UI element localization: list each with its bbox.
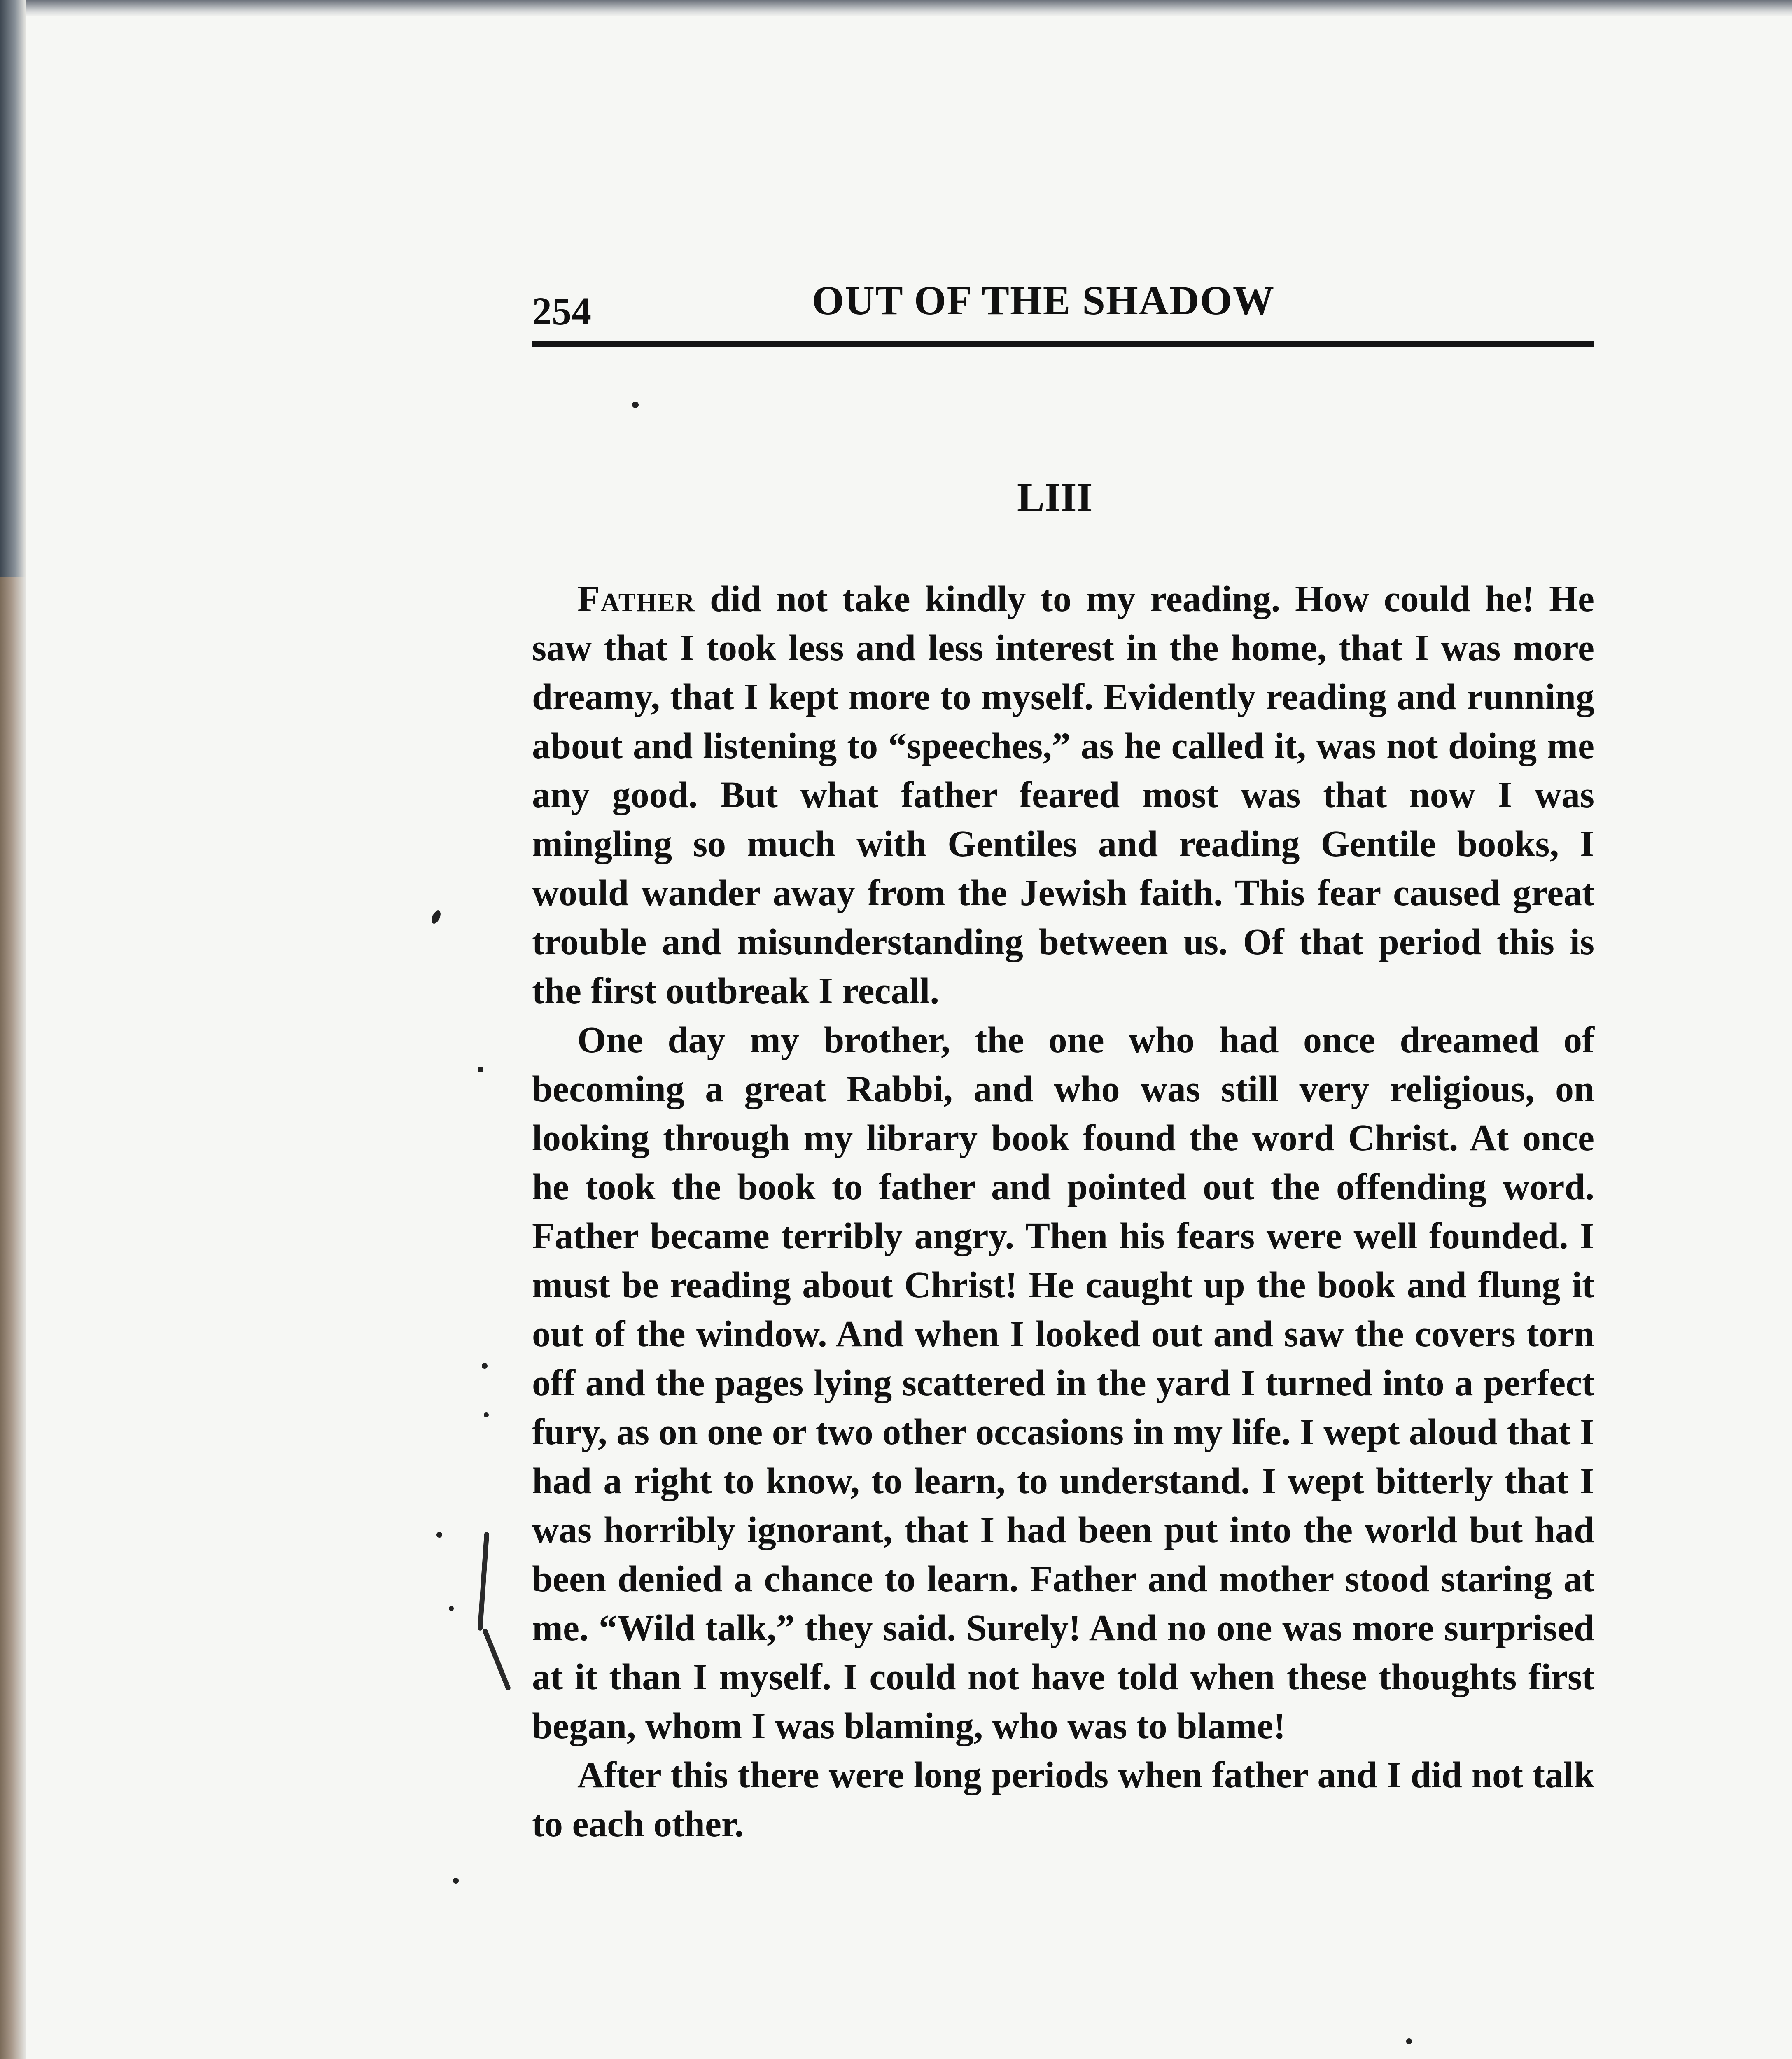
margin-mark bbox=[482, 1363, 488, 1369]
body-text bbox=[532, 574, 1594, 1849]
margin-mark bbox=[436, 1532, 442, 1538]
paragraph-1-lead-word: Father bbox=[577, 579, 695, 619]
margin-mark bbox=[453, 1878, 459, 1884]
chapter-number: LIII bbox=[1017, 474, 1093, 520]
margin-mark bbox=[632, 402, 639, 408]
scan-top-edge bbox=[0, 0, 1792, 16]
page-number: 254 bbox=[532, 289, 591, 333]
scan-left-edge-shadow bbox=[0, 0, 26, 577]
paragraph-3: After this there were long periods when father and I did not talk to each other. bbox=[532, 1755, 1594, 1844]
running-title: OUT OF THE SHADOW bbox=[812, 278, 1275, 323]
paragraph-1-text: did not take kindly to my reading. How could he! He saw that I took less and less interest in the home, that I was more dreamy, that I kept more to myself. Evidently reading and running about and listening to “speeches,” as he called it, was not doing me any good. But what father feared most was that now I was mingling so much with Gentiles and reading Gentile books, I would wander away from the Jewish faith. This fear caused great trouble and misunderstanding between us. Of that period this is the first outbreak I recall. bbox=[532, 579, 1594, 1011]
running-header bbox=[532, 277, 1594, 334]
margin-mark bbox=[1406, 2038, 1412, 2044]
margin-mark bbox=[484, 1412, 489, 1417]
margin-mark bbox=[478, 1067, 483, 1072]
margin-mark bbox=[449, 1606, 454, 1611]
header-rule bbox=[532, 341, 1594, 347]
paragraph-1 bbox=[532, 574, 1594, 1015]
paragraph-2: One day my brother, the one who had once dreamed of becoming a great Rabbi, and who was still very religious, on looking through my library book found the word Christ. At once he took the book to father and pointed out the offending word. Father became terribly angry. Then his fears were well founded. I must be reading about Christ! He caught up the book and flung it out of the window. And when I looked out and saw the covers torn off and the pages lying scattered in the yard I turned into a perfect fury, as on one or two other occasions in my life. I wept aloud that I had a right to know, to learn, to understand. I wept bitterly that I was horribly ignorant, that I had been put into the world but had been denied a chance to learn. Father and mother stood staring at me. “Wild talk,” they said. Surely! And no one was more surprised at it than I myself. I could not have told when these thoughts first began, whom I was blaming, who was to blame! bbox=[532, 1020, 1594, 1746]
